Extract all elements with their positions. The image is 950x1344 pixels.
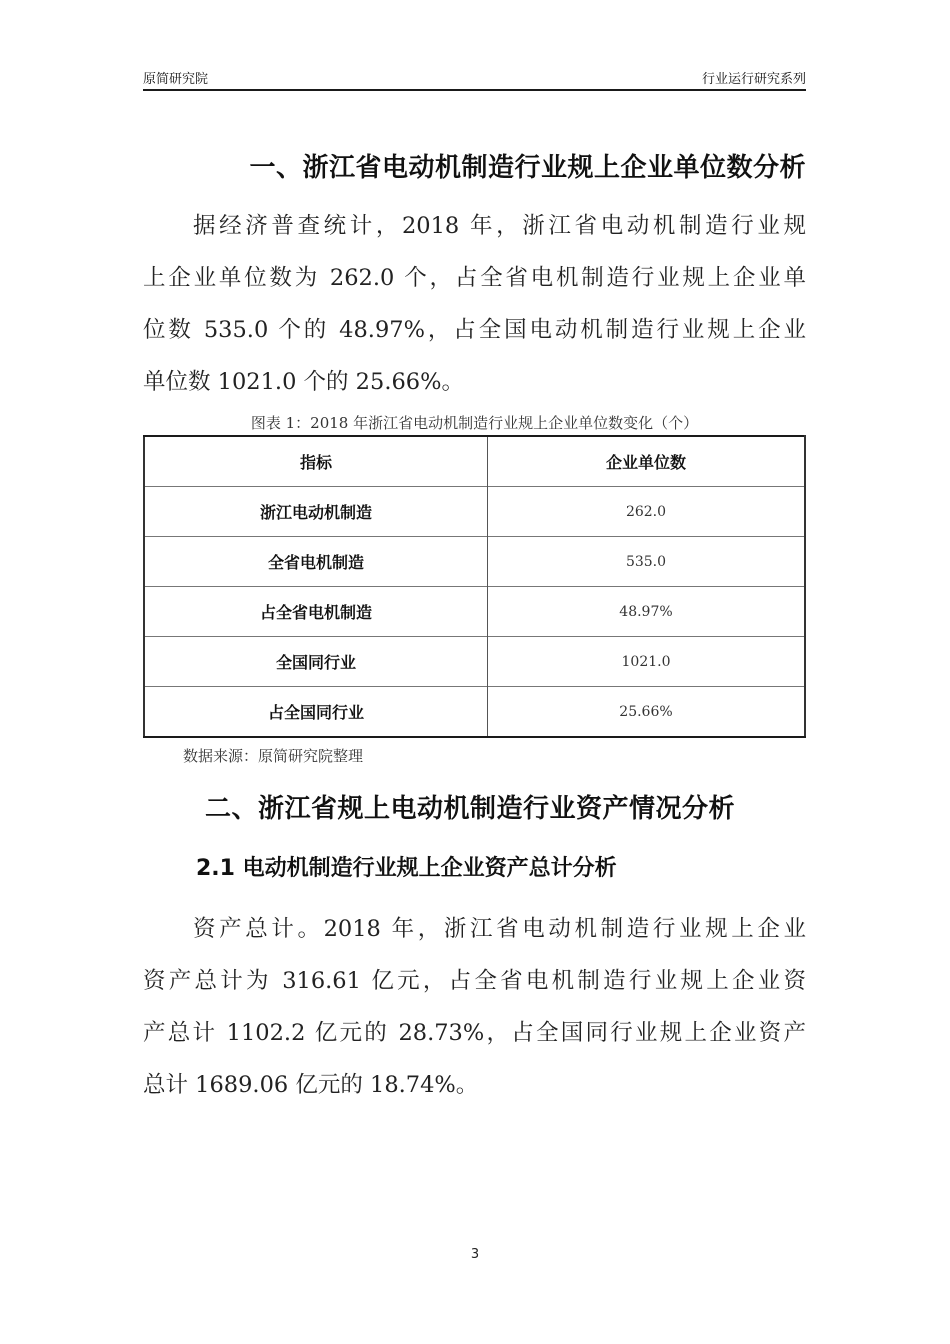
page-header <box>143 68 806 91</box>
paragraph-line: 位数 535.0 个的 48.97%，占全国电动机制造行业规上企业 <box>143 317 806 343</box>
paragraph-line: 总计 1689.06 亿元的 18.74%。 <box>143 1072 479 1098</box>
row-label: 占全国同行业 <box>144 687 488 738</box>
paragraph-line: 上企业单位数为 262.0 个，占全省电机制造行业规上企业单 <box>143 265 806 291</box>
data-source-note: 数据来源：原简研究院整理 <box>183 747 364 765</box>
row-value: 1021.0 <box>488 637 806 687</box>
row-label: 全省电机制造 <box>144 537 488 587</box>
column-header-count: 企业单位数 <box>488 436 806 487</box>
page-number: 3 <box>470 1247 480 1262</box>
row-label: 全国同行业 <box>144 637 488 687</box>
row-label: 占全省电机制造 <box>144 587 488 637</box>
row-value: 262.0 <box>488 487 806 537</box>
paragraph-line: 资产总计为 316.61 亿元，占全省电机制造行业规上企业资 <box>143 968 806 994</box>
table-header-row <box>144 436 805 487</box>
header-series-name: 行业运行研究系列 <box>701 72 806 87</box>
row-value: 48.97% <box>488 587 806 637</box>
column-header-indicator: 指标 <box>144 436 488 487</box>
section-1-title: 一、浙江省电动机制造行业规上企业单位数分析 <box>249 153 806 183</box>
table-row <box>144 587 805 637</box>
enterprise-count-table <box>143 435 806 738</box>
table-row <box>144 537 805 587</box>
section-2-title: 二、浙江省规上电动机制造行业资产情况分析 <box>205 794 736 824</box>
paragraph-line: 单位数 1021.0 个的 25.66%。 <box>143 369 464 395</box>
row-value: 25.66% <box>488 687 806 738</box>
table-row <box>144 487 805 537</box>
header-org-name: 原简研究院 <box>143 72 209 87</box>
table-caption: 图表 1：2018 年浙江省电动机制造行业规上企业单位数变化（个） <box>250 414 699 432</box>
subsection-2-1-paragraph <box>143 903 806 1111</box>
paragraph-line: 资产总计。2018 年，浙江省电动机制造行业规上企业 <box>193 916 806 942</box>
table-row <box>144 687 805 738</box>
paragraph-line: 据经济普查统计，2018 年，浙江省电动机制造行业规 <box>193 213 806 239</box>
row-label: 浙江电动机制造 <box>144 487 488 537</box>
subsection-2-1-title: 2.1 电动机制造行业规上企业资产总计分析 <box>196 856 617 881</box>
paragraph-line: 产总计 1102.2 亿元的 28.73%，占全国同行业规上企业资产 <box>143 1020 806 1046</box>
row-value: 535.0 <box>488 537 806 587</box>
table-row <box>144 637 805 687</box>
section-1-paragraph <box>143 200 806 408</box>
